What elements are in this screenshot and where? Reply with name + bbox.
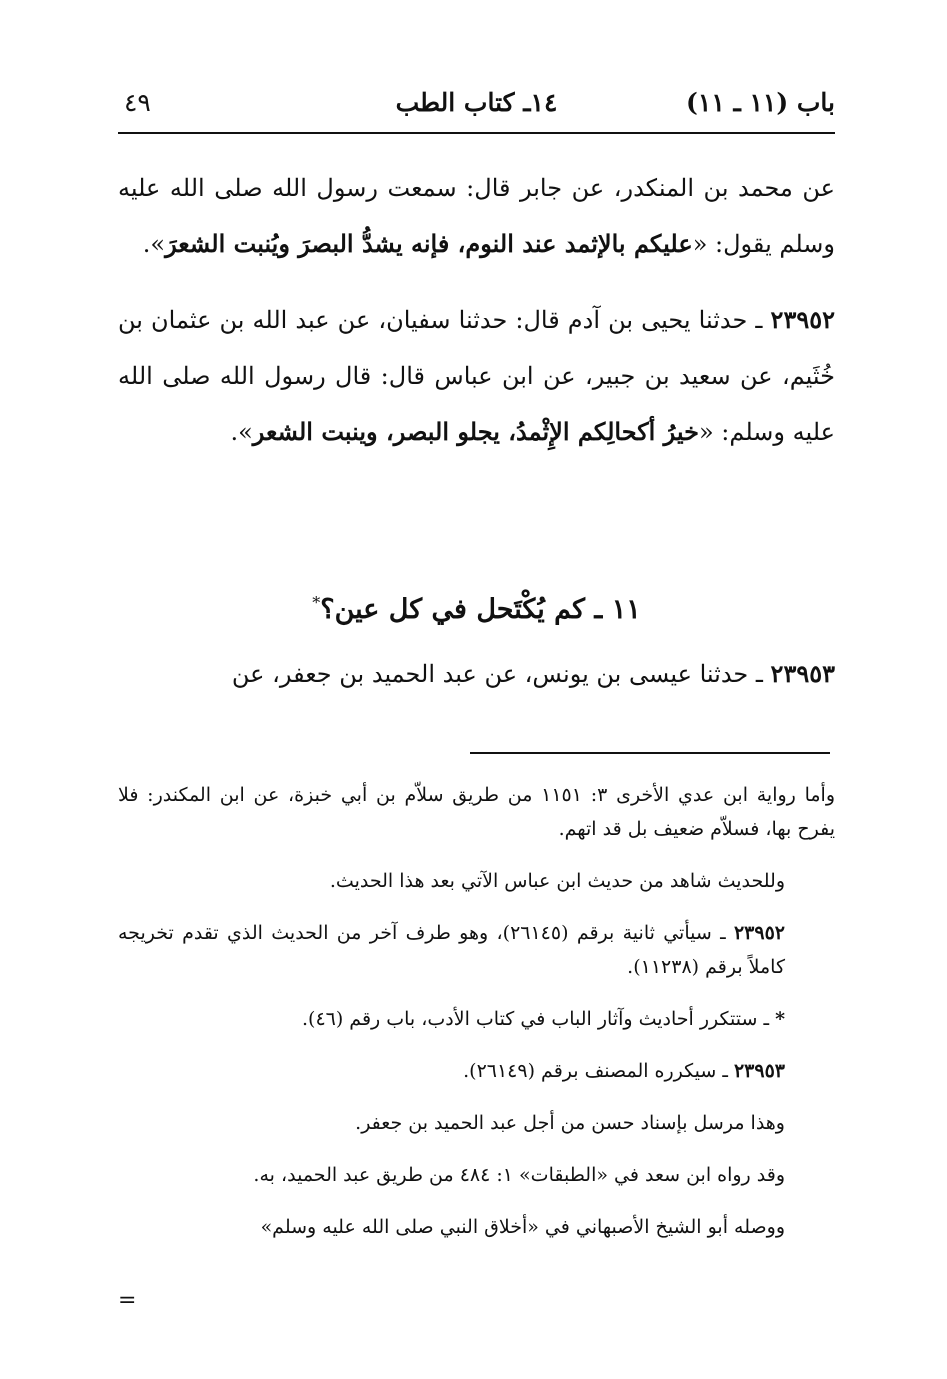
- section-title-text: ١١ ـ كم يُكْتَحل في كل عين؟: [320, 594, 641, 625]
- continuation-mark: =: [118, 1288, 137, 1313]
- footnote-number: ٢٣٩٥٢: [733, 922, 785, 944]
- hadith-number: ٢٣٩٥٢: [770, 305, 835, 334]
- hadith-quote: خيرُ أكحالِكم الإِثْمدُ، يجلو البصر، وينبت الشعر: [252, 417, 699, 446]
- quote-close: ».: [142, 230, 166, 258]
- footnote-number: ٢٣٩٥٣: [733, 1060, 785, 1082]
- footnote: [118, 916, 835, 984]
- running-header: [118, 82, 835, 126]
- hadith-paragraph: [118, 160, 835, 272]
- footnote-star: *: [775, 1008, 785, 1030]
- footnote: وهذا مرسل بإسناد حسن من أجل عبد الحميد بن جعفر.: [355, 1112, 785, 1134]
- hadith-text: ـ حدثنا يحيى بن آدم قال: حدثنا سفيان، عن عبد الله بن عثمان بن خُثَيم، عن سعيد بن جبير، عن ابن عباس قال: قال رسول الله صلى الله عليه وسلم: «: [118, 306, 835, 446]
- hadith-text: عن محمد بن المنكدر، عن جابر قال: سمعت رسول الله صلى الله عليه وسلم يقول: «: [118, 174, 835, 258]
- chapter-heading: باب (١١ ـ ١١): [686, 88, 835, 117]
- footnote: وقد رواه ابن سعد في «الطبقات» ١: ٤٨٤ من طريق عبد الحميد، به.: [253, 1164, 785, 1186]
- quote-close: ».: [230, 418, 253, 446]
- footnote: وللحديث شاهد من حديث ابن عباس الآتي بعد هذا الحديث.: [329, 870, 785, 892]
- section-title: [118, 578, 835, 635]
- header-divider: [118, 132, 835, 134]
- footnote: وأما رواية ابن عدي الأخرى ٣: ١١٥١ من طريق سلاّم بن أبي خبزة، عن ابن المكندر: فلا يفرح بها، فسلاّم ضعيف بل قد اتهم.: [118, 784, 835, 840]
- footnote: [118, 1002, 835, 1036]
- footnote: [118, 1054, 835, 1088]
- hadith-text: ـ حدثنا عيسى بن يونس، عن عبد الحميد بن جعفر، عن: [231, 660, 771, 688]
- section-footnote-mark: *: [312, 593, 321, 612]
- hadith-paragraph: [118, 292, 835, 460]
- footnote-text: ـ ستتكرر أحاديث وآثار الباب في كتاب الأدب، باب رقم (٤٦).: [301, 1008, 776, 1030]
- hadith-quote: عليكم بالإثمد عند النوم، فإنه يشدُّ البصرَ ويُنبت الشعرَ: [165, 229, 693, 258]
- footnotes: [118, 778, 835, 1262]
- footnote-divider: [470, 752, 830, 754]
- footnote-text: ـ سيأتي ثانية برقم (٢٦١٤٥)، وهو طرف آخر من الحديث الذي تقدم تخريجه كاملاً برقم (١١٢٣٨).: [118, 922, 785, 978]
- footnote-text: ـ سيكرره المصنف برقم (٢٦١٤٩).: [463, 1060, 734, 1082]
- main-text-continued: [118, 646, 835, 702]
- footnote: ووصله أبو الشيخ الأصبهاني في «أخلاق النبي صلى الله عليه وسلم»: [260, 1216, 785, 1238]
- hadith-number: ٢٣٩٥٣: [770, 659, 835, 688]
- page-number: ٤٩: [124, 88, 151, 117]
- book-title: ١٤ـ كتاب الطب: [395, 88, 558, 117]
- main-text: [118, 160, 835, 460]
- hadith-paragraph: [118, 646, 835, 702]
